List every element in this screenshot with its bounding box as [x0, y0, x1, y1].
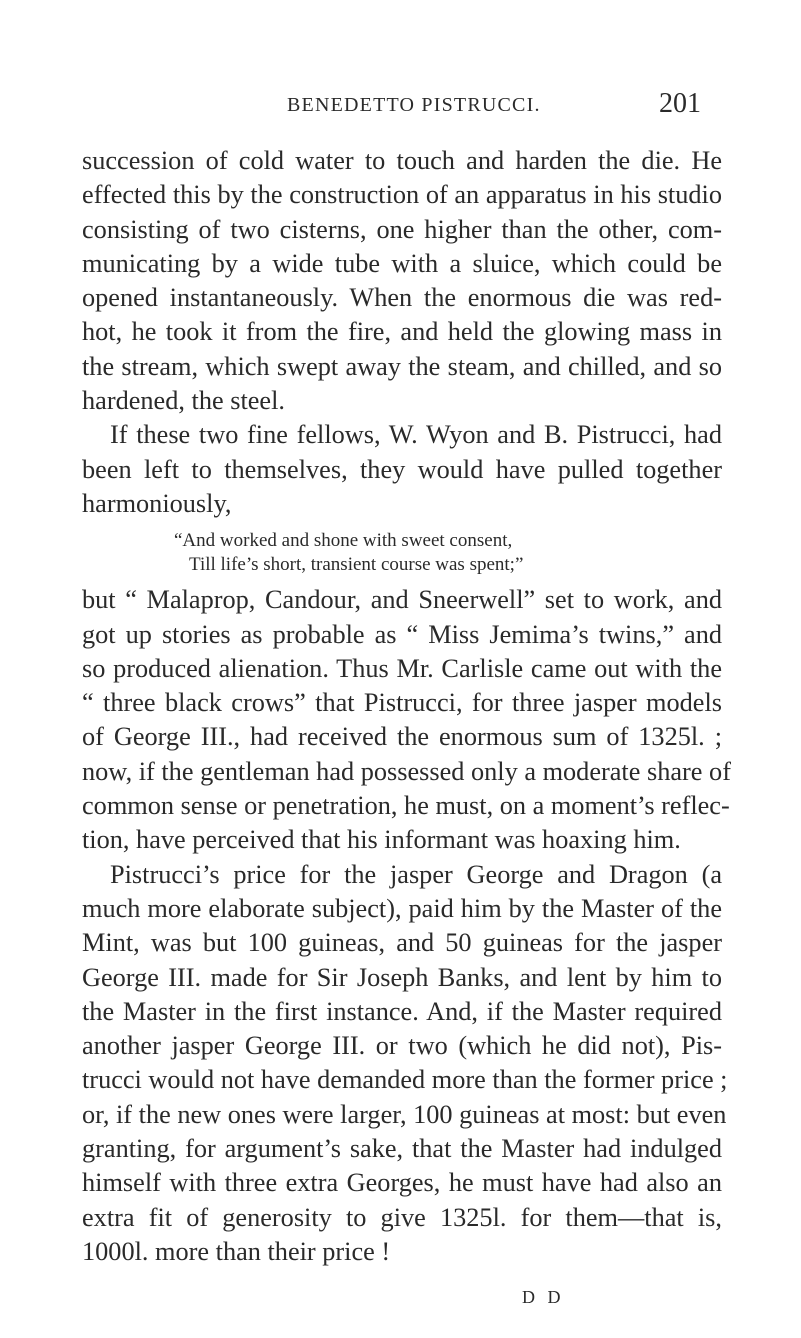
paragraph-3 [82, 583, 731, 857]
text-line: hardened, the steel. [82, 386, 285, 416]
text-line: got up stories as probable as “ Miss Jemima’s twins,” and [82, 619, 722, 649]
text-line: trucci would not have demanded more than the former price ; [82, 1065, 728, 1095]
text-line: opened instantaneously. When the enormous die was red- [82, 283, 722, 313]
text-line: consisting of two cisterns, one higher than the other, com- [82, 214, 722, 244]
paragraph-1 [82, 144, 722, 418]
text-line: the stream, which swept away the steam, and chilled, and so [82, 351, 722, 381]
text-line: common sense or penetration, he must, on a moment’s reflec- [82, 791, 730, 821]
text-line: so produced alienation. Thus Mr. Carlisle came out with the [82, 653, 722, 683]
text-line: Pistrucci’s price for the jasper George and Dragon (a [110, 859, 722, 889]
text-line: extra fit of generosity to give 1325l. for them—that is, [82, 1202, 722, 1232]
paragraph-2 [82, 418, 722, 521]
page-header [0, 88, 801, 128]
text-line: harmoniously, [82, 488, 232, 518]
page-number: 201 [659, 88, 701, 119]
text-line: of George III., had received the enormous sum of 1325l. ; [82, 722, 722, 752]
text-line: the Master in the first instance. And, if the Master required [82, 996, 722, 1026]
text-line: granting, for argument’s sake, that the Master had indulged [82, 1134, 722, 1164]
text-line: tion, have perceived that his informant was hoaxing him. [82, 825, 681, 855]
running-head: BENEDETTO PISTRUCCI. [287, 94, 541, 116]
text-line: now, if the gentleman had possessed only a moderate share of [82, 756, 731, 786]
body-text [82, 144, 731, 1269]
text-line: succession of cold water to touch and harden the die. He [82, 146, 722, 175]
verse-line: Till life’s short, transient course was spent;” [189, 554, 524, 576]
text-line: but “ Malaprop, Candour, and Sneerwell” set to work, and [82, 585, 722, 615]
text-line: If these two fine fellows, W. Wyon and B. Pistrucci, had [110, 420, 722, 450]
verse-line: “And worked and shone with sweet consent, [174, 530, 513, 552]
text-line: Mint, was but 100 guineas, and 50 guineas for the jasper [82, 928, 722, 958]
text-line: another jasper George III. or two (which he did not), Pis- [82, 1031, 722, 1061]
text-line: municating by a wide tube with a sluice, which could be [82, 248, 722, 278]
signature-mark: D D [522, 1287, 565, 1307]
text-line: himself with three extra Georges, he must have had also an [82, 1168, 722, 1198]
text-line: George III. made for Sir Joseph Banks, and lent by him to [82, 962, 722, 992]
text-line: been left to themselves, they would have pulled together [82, 454, 722, 484]
text-line: much more elaborate subject), paid him by the Master of the [82, 893, 722, 923]
text-line: “ three black crows” that Pistrucci, for three jasper models [82, 688, 722, 718]
text-line: effected this by the construction of an apparatus in his studio [82, 180, 722, 210]
verse-quotation [82, 521, 722, 583]
text-line: or, if the new ones were larger, 100 guineas at most: but even [82, 1099, 727, 1129]
text-line: 1000l. more than their price ! [82, 1236, 391, 1266]
text-line: hot, he took it from the fire, and held the glowing mass in [82, 317, 722, 347]
paragraph-4 [82, 858, 728, 1270]
